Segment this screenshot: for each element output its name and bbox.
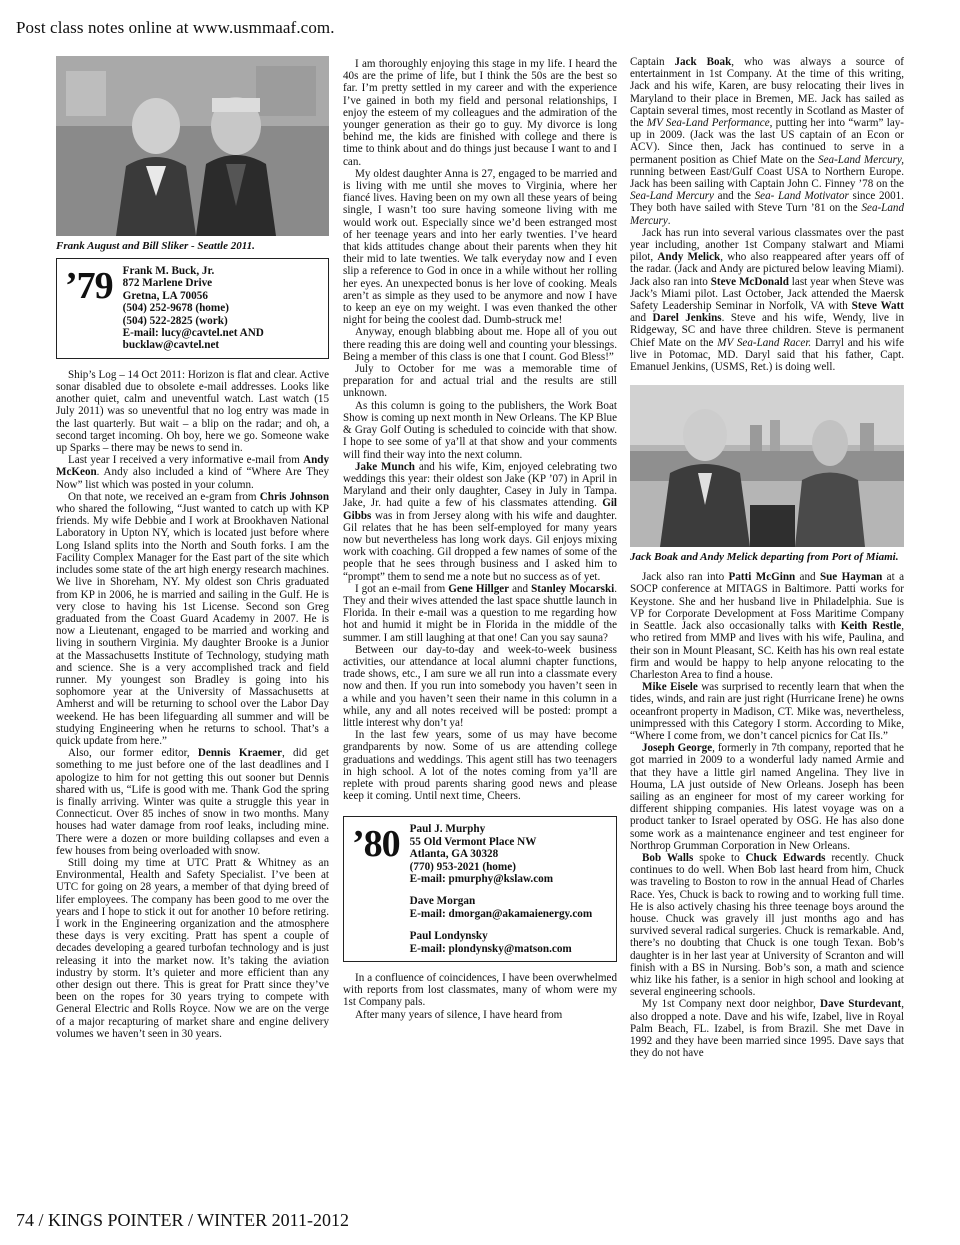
paragraph: I am thoroughly enjoying this stage in my life. I heard the 40s are the prime of life, but I think the 50s are the best so far. I’m pretty settled in my career and with the experience I’ve gained in both my field and personal relationships, I enjoy the esteem of my colleagues and the admiration of the younger generation as their go to guy. My divorce is long behind me, the kids are finished with college and there is time to think about and do things just because I want to and I can. (343, 58, 617, 168)
column-3 (630, 56, 904, 1059)
class-80-contact-box (343, 816, 617, 962)
page-header: Post class notes online at www.usmmaaf.com. (16, 18, 335, 37)
photo-illustration (56, 56, 329, 236)
contact-email: E-mail: lucy@cavtel.net AND (122, 327, 264, 340)
paragraph: Last year I received a very informative e-mail from Andy McKeon. Andy also included a kind of “Where Are They Now” list which was posted in your column. (56, 454, 329, 491)
contact-email-2: bucklaw@cavtel.net (122, 339, 220, 352)
paragraph: Ship’s Log – 14 Oct 2011: Horizon is flat and clear. Active sonar disabled due to obsolete e-mail addresses. Looks like another quiet, calm and uneventful watch. Last watch (15 July 2011) was so uneventful that no log entry was made in the last quarterly. But wait – a blip on the radar; and oh, a second target incoming. Oh boy, here we go. Someone wake up Sparks – there may be news to send in. (56, 368, 329, 455)
contact-email: E-mail: plondynsky@matson.com (409, 942, 572, 955)
contact-phone-home: (504) 252-9678 (home) (122, 302, 229, 315)
photo-jack-boak-andy-melick (630, 385, 904, 547)
contact-email: E-mail: dmorgan@akamaienergy.com (409, 907, 593, 920)
paragraph: My 1st Company next door neighbor, Dave Sturdevant, also dropped a note. Dave and his wife, Izabel, live in Royal Palm Beach, FL. Izabel, is from Brazil. She met Dave in 1992 and they have been married since 1995. Dave says that they do not have (630, 998, 904, 1060)
page-footer: 74 / KINGS POINTER / WINTER 2011-2012 (16, 1210, 349, 1230)
paragraph: Jake Munch and his wife, Kim, enjoyed celebrating two weddings this year: their oldest son Jake (KP ’07) in April in Maryland and their only daughter, Casey in July in Tampa. Jake, Jr. had quite a few of his classmates attending. Gil Gibbs was in from Jersey along with his wife and daughter. Gil relates that he has been self-employed for many years now but nevertheless has long work days. Gil enjoys mixing work with coaching. Gil dropped a few names of some of the people that he sees through business and I asked him to “prompt” them to send me a note but no success as of yet. (343, 460, 617, 583)
contact-name: Paul J. Murphy (409, 823, 486, 836)
contact-email: E-mail: pmurphy@kslaw.com (409, 873, 554, 886)
column-2 (343, 58, 617, 1021)
paragraph: Captain Jack Boak, who was always a source of entertainment in 1st Company. At the time of this writing, Jack and his wife, Karen, are busy relocating their lives in Maryland to their place in Bremen, ME. Jack has sailed as Captain several times, most recently in Scotland as Master of the MV Sea-Land Performance, putting her into “warm” lay-up in 2009. (Jack was the last US captain of an Econ or ACV). Since then, Jack has continued to serve in a permanent position as Chief Mate on the Sea-Land Mercury, running between East/Gulf Coast USA to Northern Europe. Jack has been sailing with Captain John C. Finney ’78 on the Sea-Land Mercury and the Sea- Land Motivator since 2001. They both have sailed with Steve Turn ’81 on the Sea-Land Mercury. (630, 56, 905, 227)
paragraph: After many years of silence, I have heard from (355, 1008, 563, 1021)
class-contact-info (123, 265, 264, 352)
class-contact-info (410, 823, 593, 955)
paragraph: I got an e-mail from Gene Hillger and Stanley Mocarski. They and their wives attended the last space shuttle launch in Florida. In their e-mail was a question to me regarding how hot and humid it might be in Florida in the middle of the summer. I am still laughing at that one! Can you say sauna? (343, 582, 617, 644)
paragraph: Jack also ran into Patti McGinn and Sue Hayman at a SOCP conference at MITAGS in Baltimore. Patti works for Keystone. She and her husband live in Philadelphia. Sue is VP for Corporate Development at Foss Maritime Company in Seattle. Jack also occasionally talks with Keith Restle, who retired from MMP and lives with his wife, Paulina, and their son in Mount Pleasant, SC. Keith has his own real estate firm and would be happy to help anyone relocating to the Charleston Area to find a house. (630, 571, 904, 681)
paragraph: Anyway, enough blabbing about me. Hope all of you out there reading this are doing well and counting your blessings. Being a member of this class is one that I count. God Bless!” (343, 326, 617, 363)
photo-frank-august-bill-sliker (56, 56, 329, 236)
paragraph: Between our day-to-day and week-to-week business activities, our attendance at local alumni chapter functions, trade shows, etc., I am sure we all run into a classmate every now and then. If you run into somebody you haven’t seen in a while and you haven’t seen their name in this column in a while, any and all notes received will be posted: prompt a little interest why don’t ya! (343, 643, 617, 729)
photo-caption: Jack Boak and Andy Melick departing from Port of Miami. (630, 551, 899, 564)
photo-caption: Frank August and Bill Sliker - Seattle 2011. (56, 240, 255, 252)
paragraph: My oldest daughter Anna is 27, engaged to be married and is living with me until she moves to Virginia, where her fiancé lives. Having been on my own all these years of being single, I wasn’t too sure having someone living with me would work out. Especially since we’d been estranged most of her teenage years and into her early twenties. I’ve heard that kids attitudes change about their parents when they hit their mid to late twenties. We talk everyday now and I even slip a reference to God in once in a while without her rolling her eyes. An unexpected bonus is her love of cooking. Meals aren’t as simple as they used to be anymore and now I have to keep an eye on my weight. I was even thanked the other night for being the coolest dad. Dumb-struck me! (343, 167, 617, 327)
paragraph: Joseph George, formerly in 7th company, reported that he got married in 2009 to a wonderful lady named Armie and that they have a little girl named Angelina. They live in Houma, LA just outside of New Orleans. Joseph has been sailing as an engineer for most of my career working for different shipping companies. His latest voyage was on a product tanker to Israel operated by OSG. He has also done some work as a maintenance engineer and test engineer for Northrop Grumman Corporation in New Orleans. (630, 742, 904, 852)
class-year: ’80 (352, 823, 400, 866)
class-79-contact-box (56, 258, 329, 359)
paragraph: Bob Walls spoke to Chuck Edwards recently. Chuck continues to do well. When Bob last heard from him, Chuck was traveling to Boston to row in the annual Head of Charles Race. Yes, Chuck is back to rowing and to working full time. He is also actively chasing his three teenage boys around the house. Chuck was gravely ill just months ago and has survived several radical surgeries. Chuck is remarkable. And, there’s no doubting that Chuck is one tough Texan. Bob’s daughter is in her last year at University of Scranton and will finish with a BS in Nursing. Bob’s son, a math and science whiz like his father, is a senior in high school and looking at several engineering schools. (630, 851, 904, 999)
contact-phone-home: (770) 953-2021 (home) (409, 860, 516, 873)
contact-street: 55 Old Vermont Place NW (409, 835, 537, 848)
paragraph: On that note, we received an e-gram from Chris Johnson who shared the following, “Just wanted to catch up with KP friends. My wife Debbie and I work at Brookhaven National Laboratory in Upton NY, which is located just before where Long Island splits into the North and South forks. I am the Facility Complex Manager for the East part of the site which includes some state of the art high energy research machines. We live in Shoreham, NY. My oldest son Chris graduated from KP in 2006, he is married and sailing in the Gulf. He is very close to having his 1st License. Second son Greg graduated from the Coast Guard Academy in 2007. He is now a Lieutenant, engaged to be married and working and living in southern Virginia. My daughter Brooke is a Junior at the Massachusetts Institute of Technology, studying math and science. She is a very accomplished track and field runner. My youngest son Bradley is going into his sophomore year at the University of Massachusetts at Amherst and will be returning to school over the Labor Day weekend. He has been lifeguarding all summer and will be studying Engineering when he returns to school. That’s a quick update from here.” (56, 490, 329, 747)
contact-name: Paul Londynsky (409, 930, 488, 943)
contact-name: Dave Morgan (409, 895, 476, 908)
contact-street: 872 Marlene Drive (122, 277, 213, 290)
contact-city: Atlanta, GA 30328 (409, 848, 499, 861)
contact-city: Gretna, LA 70056 (122, 289, 208, 302)
contact-phone-work: (504) 522-2825 (work) (122, 314, 228, 327)
paragraph: As this column is going to the publishers, the Work Boat Show is coming up next month in New Orleans. The KP Blue & Gray Golf Outing is scheduled to coincide with that show. I hope to see some of ya’ll at that show and your comments will find their way into the next column. (343, 399, 617, 461)
contact-name: Frank M. Buck, Jr. (122, 265, 215, 277)
paragraph: In the last few years, some of us may have become grandparents by now. Some of us are attending college graduations and weddings. This agent still has two teenagers in high school. A lot of the notes coming from ya’ll are replete with proud parents sharing good news and please keep it coming. Until next time, Cheers. (343, 729, 617, 803)
paragraph: In a confluence of coincidences, I have been overwhelmed with reports from lost classmates, many of whom were my 1st Company pals. (343, 972, 617, 1009)
paragraph: Mike Eisele was surprised to recently learn that when the tides, winds, and rain are just right (Hurricane Irene) he owns oceanfront property in Madison, CT. Mike was, nevertheless, unimpressed with this Category I storm. According to Mike, “Where I come from, we don’t cancel picnics for Cat IIs.” (630, 681, 904, 742)
paragraph: July to October for me was a memorable time of preparation for and actual trial and the results are still unknown. (343, 363, 617, 400)
column-1 (56, 56, 329, 1040)
paragraph: Still doing my time at UTC Pratt & Whitney as an Environmental, Health and Safety Specialist. I’ve been at UTC for going on 28 years, a member of that dying breed of lifer employees. The company has been good to me over the years and I hope to stick it out for another 10 before retiring. I work in the Engineering organization and the atmosphere these days is very exciting. Pratt has spent a couple of decades developing a geared turbofan technology and is just releasing it into the market now. It’s taking the aviation industry by storm. It’s quieter and more efficient than any other design out there. This is great for Pratt since they’ve been on the ropes for 30 years trying to compete with General Electric and Rolls Royce. Now we are on the verge of a major recapturing of market share and engine delivery volumes we haven’t seen in 30 years. (56, 856, 329, 1040)
paragraph: Also, our former editor, Dennis Kraemer, did get something to me just before one of the last deadlines and I apologize to him for not getting this out sooner but Dennis shared with us, “Life is good with me. Thank God the spring is finally arriving. Winter was quite a struggle this year in Connecticut. Over 85 inches of snow in two months. Many houses had water damage from roof leaks, including mine. There were a dozen or more building collapses and even a few houses from being overloaded with snow. (56, 747, 329, 857)
paragraph: Jack has run into several various classmates over the past year including, another 1st Company stalwart and Miami pilot, Andy Melick, who also reappeared after years off of the radar. (Jack and Andy are pictured below leaving Miami). Jack also ran into Steve McDonald last year when Steve was Jack’s Miami pilot. Last October, Jack attended the Maersk Safety Leadership Seminar in Norfolk, VA with Steve Watt and Darel Jenkins. Steve and his wife, Wendy, live in Ridgeway, SC and have three children. Steve is permanent Chief Mate on the MV Sea-Land Racer. Darryl and his wife live in Potomac, MD. Daryl said that his father, Capt. Emanuel Jenkins, (USMS, Ret.) is doing well. (630, 226, 905, 374)
class-year: ’79 (65, 265, 113, 307)
photo-illustration (630, 385, 904, 547)
